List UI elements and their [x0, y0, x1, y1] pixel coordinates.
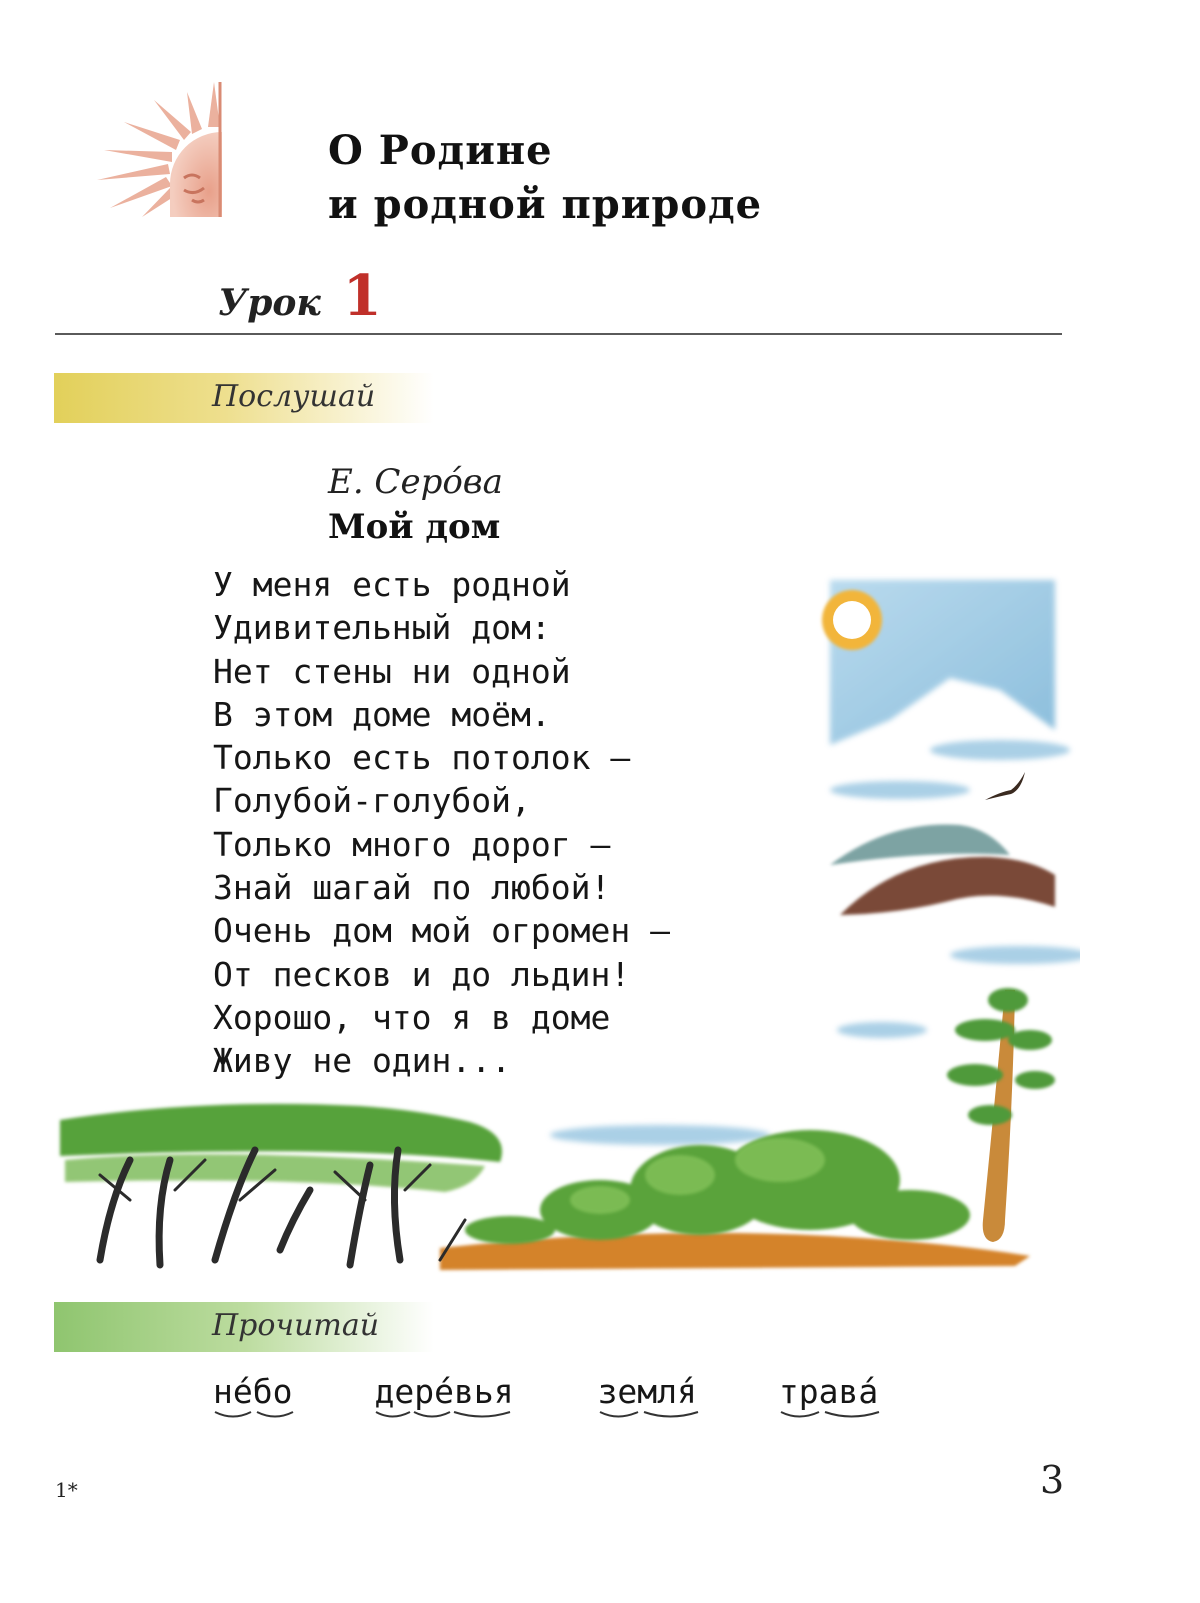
reading-word	[779, 1372, 878, 1411]
reading-word	[374, 1372, 513, 1411]
syllable-arc-icon	[213, 1410, 297, 1422]
section-title-line-1: О Родине	[328, 127, 553, 174]
signature-mark: 1*	[55, 1478, 78, 1502]
reading-word-text: трава́	[778, 1372, 879, 1411]
poem-title: Мой дом	[328, 507, 501, 547]
header-divider	[55, 333, 1062, 335]
poem-line: Живу не один...	[213, 1041, 512, 1081]
syllable-arc-icon	[374, 1410, 514, 1422]
section-title-line-2: и родной природе	[328, 181, 763, 228]
poem-line: У меня есть родной	[213, 565, 571, 604]
lesson-heading	[218, 263, 382, 329]
reading-words	[213, 1372, 878, 1411]
read-label: Прочитай	[212, 1308, 380, 1343]
brown-mountain	[840, 857, 1055, 915]
poem-text	[213, 563, 670, 1083]
syllable-arc-icon	[598, 1410, 702, 1422]
reading-word-text: земля́	[597, 1372, 697, 1411]
poem-author: Е. Серо́ва	[328, 462, 503, 502]
poem-line: Нет стены ни одной	[213, 651, 571, 691]
listen-banner	[54, 373, 434, 423]
sun-logo	[92, 82, 222, 217]
birch-grove	[60, 1104, 502, 1265]
bird-drawing	[985, 772, 1025, 800]
poem-line: Только есть потолок —	[213, 738, 631, 778]
sun-icon	[92, 82, 222, 217]
poem-line: От песков и до льдин!	[213, 954, 631, 994]
section-title	[328, 124, 762, 232]
page-number: 3	[1040, 1458, 1065, 1502]
syllable-arc-icon	[779, 1410, 883, 1422]
poem-line: В этом доме моём.	[213, 694, 551, 734]
reading-word	[598, 1372, 697, 1411]
reading-word-text: не́бо	[213, 1372, 293, 1411]
poem-line: Только много дорог —	[213, 824, 611, 864]
poem-line: Знай шагай по любой!	[213, 868, 611, 908]
lesson-number: 1	[342, 263, 382, 329]
poem-line: Хорошо, что я в доме	[213, 997, 611, 1037]
lesson-label: Урок	[218, 282, 321, 324]
read-banner	[54, 1302, 434, 1352]
reading-word-text: дере́вья	[374, 1372, 514, 1411]
poem-line: Очень дом мой огромен —	[213, 911, 670, 951]
reading-word	[213, 1372, 292, 1411]
listen-label: Послушай	[212, 379, 376, 414]
poem-line: Удивительный дом:	[213, 608, 551, 648]
poem-line: Голубой-голубой,	[213, 781, 531, 821]
